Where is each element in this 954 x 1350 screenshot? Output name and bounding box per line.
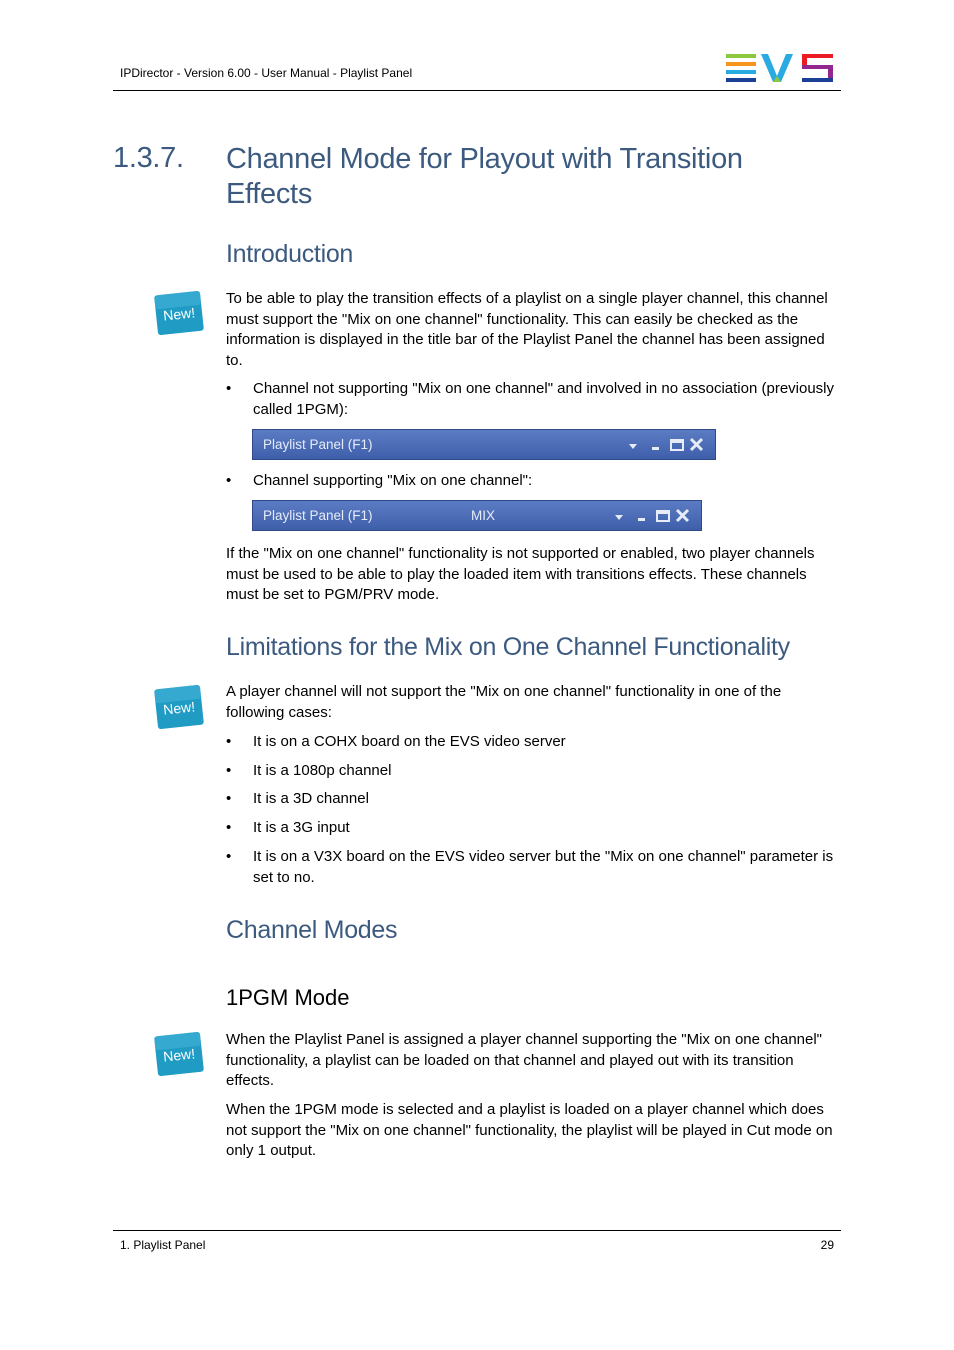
- 1pgm-mode-heading: 1PGM Mode: [226, 985, 350, 1010]
- channel-modes-heading: Channel Modes: [226, 916, 398, 944]
- close-icon: [691, 439, 702, 450]
- evs-logo: [726, 54, 834, 82]
- window-controls: [605, 507, 695, 525]
- bullet-text: It is on a COHX board on the EVS video server: [253, 733, 566, 750]
- bullet-text: Channel not supporting "Mix on one channel" and involved in no association (previously called 1PGM):: [253, 380, 835, 418]
- page-number: 29: [820, 1238, 834, 1252]
- bullet-marker: •: [226, 472, 232, 489]
- intro-bullet-2: [226, 471, 840, 493]
- bullet-text: It is a 3D channel: [253, 790, 369, 807]
- limitations-heading: Limitations for the Mix on One Channel Functionality: [226, 633, 790, 661]
- header-rule: [113, 90, 841, 91]
- titlebar-mix-indicator: MIX: [471, 508, 496, 523]
- new-badge-icon: [154, 684, 204, 730]
- svg-text:New!: New!: [162, 304, 196, 324]
- footer-chapter: 1. Playlist Panel: [120, 1238, 206, 1252]
- footer-rule: [113, 1230, 841, 1231]
- intro-paragraph-1: To be able to play the transition effects of a playlist on a single player channel, this channel must support the "Mix on one channel" functionality. This can easily be checked as the information is displayed in the title bar of the Playlist Panel the channel has been assigned to.: [226, 290, 828, 370]
- minimize-icon: [638, 518, 645, 521]
- bullet-text: Channel supporting "Mix on one channel":: [253, 472, 533, 489]
- running-header: IPDirector - Version 6.00 - User Manual - Playlist Panel: [120, 66, 413, 80]
- new-badge-icon: [154, 1031, 204, 1077]
- new-badge-icon: [154, 290, 204, 336]
- bullet-text: It is a 1080p channel: [253, 762, 392, 779]
- playlist-panel-titlebar-mix: [252, 500, 702, 531]
- limitation-item: [226, 847, 840, 889]
- intro-bullet-1: [226, 379, 840, 421]
- close-icon: [677, 510, 688, 521]
- section-number: 1.3.7.: [113, 142, 184, 174]
- svg-text:New!: New!: [162, 698, 196, 718]
- bullet-marker: •: [226, 790, 232, 807]
- titlebar-title: Playlist Panel (F1): [263, 508, 373, 523]
- playlist-panel-titlebar-1pgm: [252, 429, 716, 460]
- bullet-marker: •: [226, 380, 232, 397]
- window-controls: [619, 436, 709, 454]
- limitations-paragraph: A player channel will not support the "Mix on one channel" functionality in one of the following cases:: [226, 683, 782, 721]
- bullet-text: It is on a V3X board on the EVS video server but the "Mix on one channel" parameter is set to no.: [253, 848, 834, 886]
- 1pgm-paragraph-1: When the Playlist Panel is assigned a player channel supporting the "Mix on one channel" functionality, a playlist can be loaded on that channel and played out with its transition effects.: [226, 1031, 823, 1090]
- bullet-marker: •: [226, 762, 232, 779]
- bullet-text: It is a 3G input: [253, 819, 350, 836]
- section-title: Channel Mode for Playout with Transition Effects: [226, 143, 743, 210]
- svg-text:New!: New!: [162, 1045, 196, 1065]
- limitation-item: [226, 789, 840, 811]
- limitation-item: [226, 761, 840, 783]
- bullet-marker: •: [226, 848, 232, 865]
- bullet-marker: •: [226, 819, 232, 836]
- limitation-item: [226, 732, 840, 754]
- bullet-marker: •: [226, 733, 232, 750]
- dropdown-arrow-icon: [629, 444, 637, 449]
- dropdown-arrow-icon: [615, 515, 623, 520]
- introduction-heading: Introduction: [226, 240, 354, 268]
- limitation-item: [226, 818, 840, 840]
- minimize-icon: [652, 447, 659, 450]
- intro-paragraph-2: If the "Mix on one channel" functionality is not supported or enabled, two player channels must be used to be able to play the loaded item with transitions effects. These channels must be set to PGM/PRV mode.: [226, 545, 815, 604]
- 1pgm-paragraph-2: When the 1PGM mode is selected and a playlist is loaded on a player channel which does not support the "Mix on one channel" functionality, the playlist will be played in Cut mode on only 1 output.: [226, 1101, 833, 1160]
- titlebar-title: Playlist Panel (F1): [263, 437, 373, 452]
